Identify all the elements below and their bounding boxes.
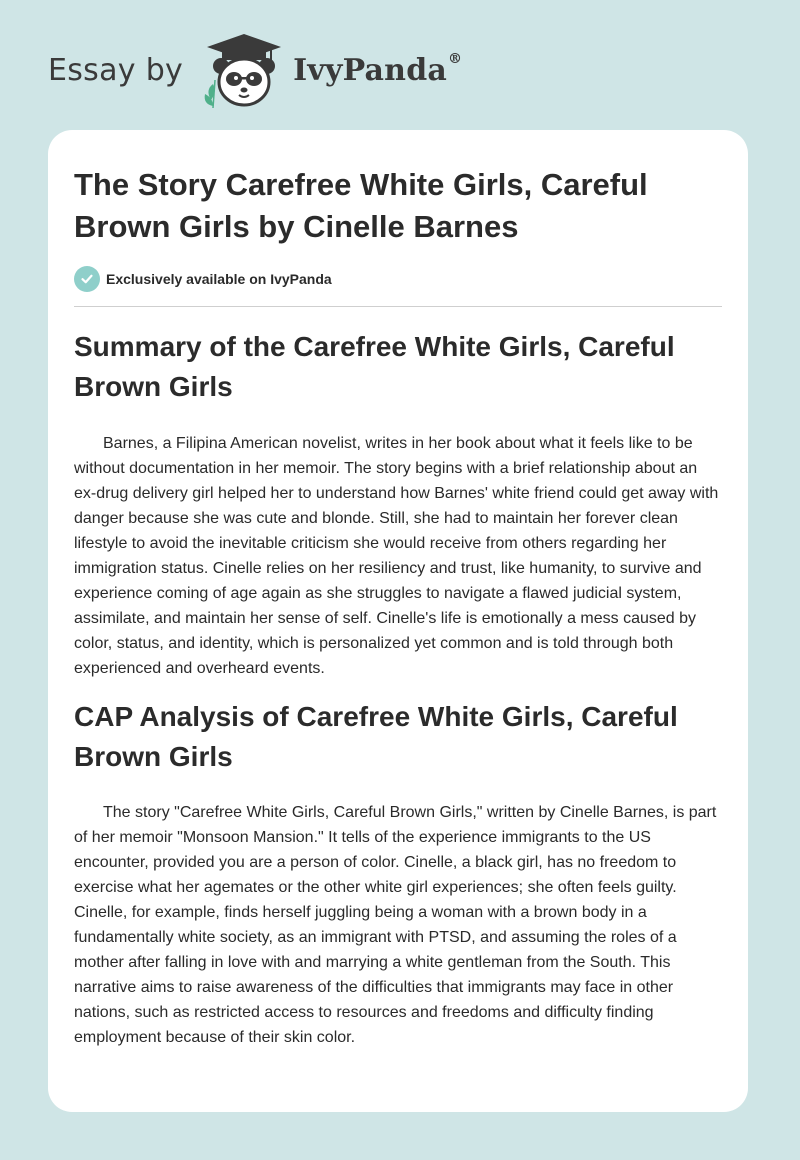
essay-content [74, 164, 722, 1050]
summary-section [74, 327, 722, 681]
page-title: The Story Carefree White Girls, Careful Brown Girls by Cinelle Barnes [74, 167, 648, 244]
section-paragraph: The story "Carefree White Girls, Careful Brown Girls," written by Cinelle Barnes, is part of her memoir "Monsoon Mansion." It tells of the experience immigrants to the US encounter, provided you are a person of color. Cinelle, a black girl, has no freedom to exercise what her agemates or the other white girl experiences; she often feels guilty. Cinelle, for example, finds herself juggling being a woman with a brown body in a fundamentally white society, as an immigrant with PTSD, and assuming the roles of a mother after falling in love with and marrying a white gentleman from the South. This narrative aims to raise awareness of the difficulties that immigrants may face in other nations, such as restricted access to resources and freedoms and difficulty finding employment because of their skin color. [74, 804, 717, 1046]
check-circle-icon [74, 266, 100, 292]
registered-mark: ® [448, 50, 463, 67]
section-paragraph: Barnes, a Filipina American novelist, writes in her book about what it feels like to be without documentation in her memoir. The story begins with a brief relationship about an ex-drug delivery girl helped her to understand how Barnes' white friend could get away with danger because she was cute and blonde. Still, she had to maintain her forever clean lifestyle to avoid the inevitable criticism she would receive from others regarding her immigration status. Cinelle relies on her resiliency and trust, like humanity, to survive and experience coming of age again as she struggles to navigate a flawed judicial system, assimilate, and maintain her sense of self. Cinelle's life is emotionally a mess caused by color, status, and identity, which is personalized yet common and is told through both experienced and overheard events. [74, 435, 719, 677]
divider [74, 306, 722, 307]
brand-name[interactable]: IvyPanda® [293, 50, 463, 88]
brand-prefix: Essay by [48, 52, 184, 88]
cap-analysis-section [74, 697, 722, 1050]
exclusive-label: Exclusively available on IvyPanda [106, 271, 332, 287]
section-heading: Summary of the Carefree White Girls, Careful Brown Girls [74, 331, 675, 402]
site-header [48, 30, 462, 110]
section-heading: CAP Analysis of Carefree White Girls, Careful Brown Girls [74, 701, 678, 772]
essay-card [48, 130, 748, 1112]
panda-logo-icon[interactable] [201, 30, 287, 110]
exclusive-badge [74, 265, 722, 293]
